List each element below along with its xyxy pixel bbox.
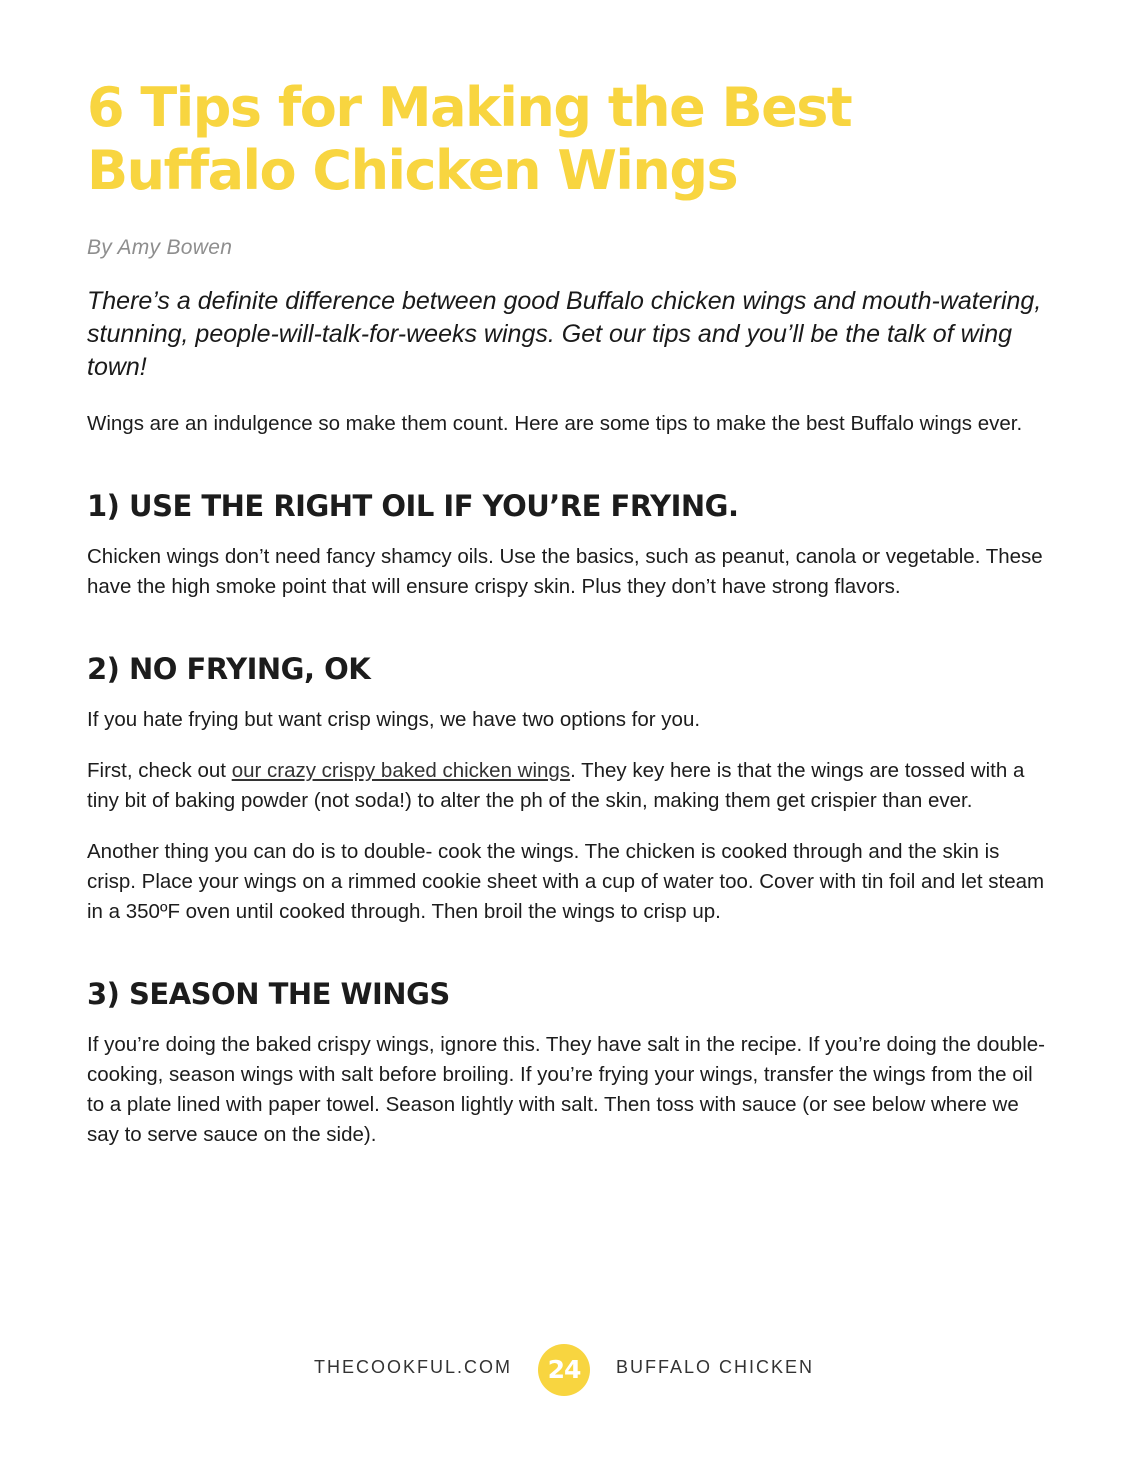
crispy-baked-wings-link[interactable]: our crazy crispy baked chicken wings — [231, 759, 571, 782]
section-heading-no-frying: 2) NO FRYING, OK — [87, 652, 371, 686]
section-no-frying-paragraph: If you hate frying but want crisp wings, we have two options for you. — [87, 708, 701, 731]
article-title: 6 Tips for Making the Best Buffalo Chicken Wings — [87, 76, 852, 202]
section-heading-season: 3) SEASON THE WINGS — [87, 977, 450, 1011]
link-paragraph-after: . They key here is that the wings are tossed with a tiny bit of baking powder (not soda!) to alter the ph of the skin, making them get crispier than ever. — [87, 759, 1025, 812]
section-heading-oil: 1) USE THE RIGHT OIL IF YOU’RE FRYING. — [87, 489, 739, 523]
footer-section-title: BUFFALO CHICKEN — [616, 1357, 815, 1377]
byline: By Amy Bowen — [87, 236, 233, 259]
section-season-paragraph: If you’re doing the baked crispy wings, ignore this. They have salt in the recipe. If you’re doing the double-cooking, season wings with salt before broiling. If you’re frying your wings, transfer the wings from the oil to a plate lined with paper towel. Season lightly with salt. Then toss with sauce (or see below where we say to serve sauce on the side). — [87, 1033, 1045, 1146]
page-footer — [0, 1344, 1126, 1396]
section-oil-paragraph: Chicken wings don’t need fancy shamcy oils. Use the basics, such as peanut, canola or vegetable. These have the high smoke point that will ensure crispy skin. Plus they don’t have strong flavors. — [87, 545, 1043, 598]
footer-site: THECOOKFUL.COM — [313, 1357, 512, 1377]
lead-paragraph: Wings are an indulgence so make them count. Here are some tips to make the best Buffalo wings ever. — [87, 412, 1023, 435]
intro-paragraph: There’s a definite difference between good Buffalo chicken wings and mouth-watering, stunning, people-will-talk-for-weeks wings. Get our tips and you’ll be the talk of wing town! — [87, 287, 1042, 381]
link-paragraph-before: First, check out — [87, 759, 232, 782]
section-no-frying-closing-paragraph: Another thing you can do is to double- cook the wings. The chicken is cooked through and the skin is crisp. Place your wings on a rimmed cookie sheet with a cup of water too. Cover with tin foil and let steam in a 350ºF oven until cooked through. Then broil the wings to crisp up. — [87, 840, 1045, 923]
section-no-frying-link-paragraph — [87, 756, 1047, 816]
page-number-badge: 24 — [538, 1344, 590, 1396]
article — [87, 76, 1047, 1150]
